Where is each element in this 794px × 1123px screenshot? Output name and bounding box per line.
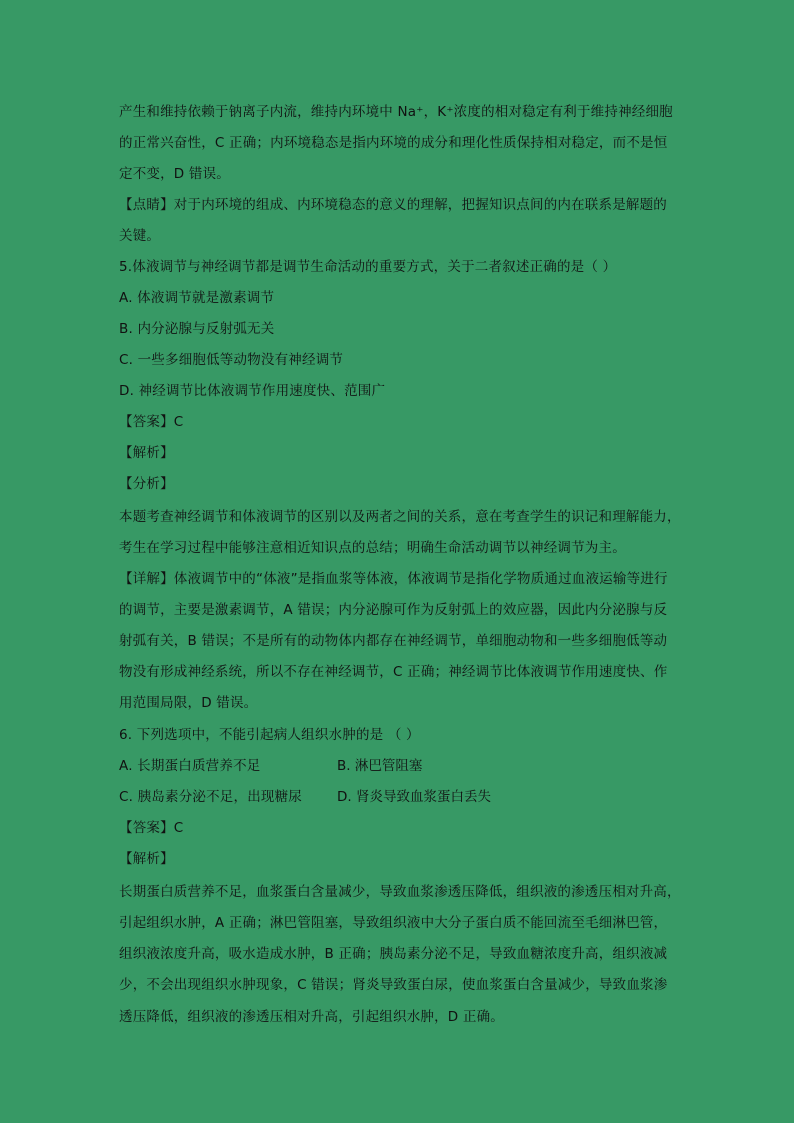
- text-line: 组织液浓度升高，吸水造成水肿，B 正确；胰岛素分泌不足，导致血糖浓度升高，组织液减: [119, 946, 668, 962]
- option-a: A. 体液调节就是激素调节: [119, 290, 275, 306]
- analysis-label: 【解析】: [119, 445, 174, 461]
- text-line: 射弧有关，B 错误；不是所有的动物体内都存在神经调节，单细胞动物和一些多细胞低等动: [119, 633, 668, 649]
- option-d: D. 肾炎导致血浆蛋白丢失: [337, 789, 491, 805]
- text-line: 关键。: [119, 228, 161, 244]
- option-d: D. 神经调节比体液调节作用速度快、范围广: [119, 383, 386, 399]
- option-c: C. 一些多细胞低等动物没有神经调节: [119, 352, 344, 368]
- option-a: A. 长期蛋白质营养不足: [119, 758, 261, 774]
- text-line: 的调节，主要是激素调节，A 错误；内分泌腺可作为反射弧上的效应器，因此内分泌腺与反: [119, 602, 668, 618]
- option-b: B. 淋巴管阻塞: [337, 758, 423, 774]
- text-line: 用范围局限，D 错误。: [119, 695, 258, 711]
- text-line: 长期蛋白质营养不足，血浆蛋白含量减少，导致血浆渗透压降低，组织液的渗透压相对升高，: [119, 884, 681, 900]
- text-line: 物没有形成神经系统，所以不存在神经调节，C 正确；神经调节比体液调节作用速度快、作: [119, 664, 668, 680]
- question-5: 5.体液调节与神经调节都是调节生命活动的重要方式，关于二者叙述正确的是（ ）: [119, 259, 617, 275]
- option-b: B. 内分泌腺与反射弧无关: [119, 321, 275, 337]
- text-line: 产生和维持依赖于钠离子内流，维持内环境中 Na⁺，K⁺浓度的相对稳定有利于维持神经细胞: [119, 104, 673, 120]
- text-line: 的正常兴奋性，C 正确；内环境稳态是指内环境的成分和理化性质保持相对稳定，而不是恒: [119, 135, 668, 151]
- answer-label: 【答案】C: [119, 820, 184, 836]
- text-line: 【点睛】对于内环境的组成、内环境稳态的意义的理解，把握知识点间的内在联系是解题的: [119, 197, 667, 213]
- analysis-label: 【解析】: [119, 851, 174, 867]
- text-line: 定不变，D 错误。: [119, 166, 230, 182]
- text-line: 【详解】体液调节中的“体液”是指血浆等体液，体液调节是指化学物质通过血液运输等进行: [119, 571, 668, 587]
- text-line: 引起组织水肿，A 正确；淋巴管阻塞，导致组织液中大分子蛋白质不能回流至毛细淋巴管，: [119, 915, 668, 931]
- question-6: 6. 下列选项中，不能引起病人组织水肿的是 （ ）: [119, 727, 420, 743]
- option-c: C. 胰岛素分泌不足，出现糖尿: [119, 789, 303, 805]
- text-line: 考生在学习过程中能够注意相近知识点的总结；明确生命活动调节以神经调节为主。: [119, 540, 626, 556]
- analysis-sub-label: 【分析】: [119, 476, 174, 492]
- text-line: 少，不会出现组织水肿现象，C 错误；肾炎导致蛋白尿，使血浆蛋白含量减少，导致血浆渗: [119, 977, 668, 993]
- answer-label: 【答案】C: [119, 414, 184, 430]
- text-line: 本题考查神经调节和体液调节的区别以及两者之间的关系，意在考查学生的识记和理解能力，: [119, 509, 681, 525]
- text-line: 透压降低，组织液的渗透压相对升高，引起组织水肿，D 正确。: [119, 1009, 504, 1025]
